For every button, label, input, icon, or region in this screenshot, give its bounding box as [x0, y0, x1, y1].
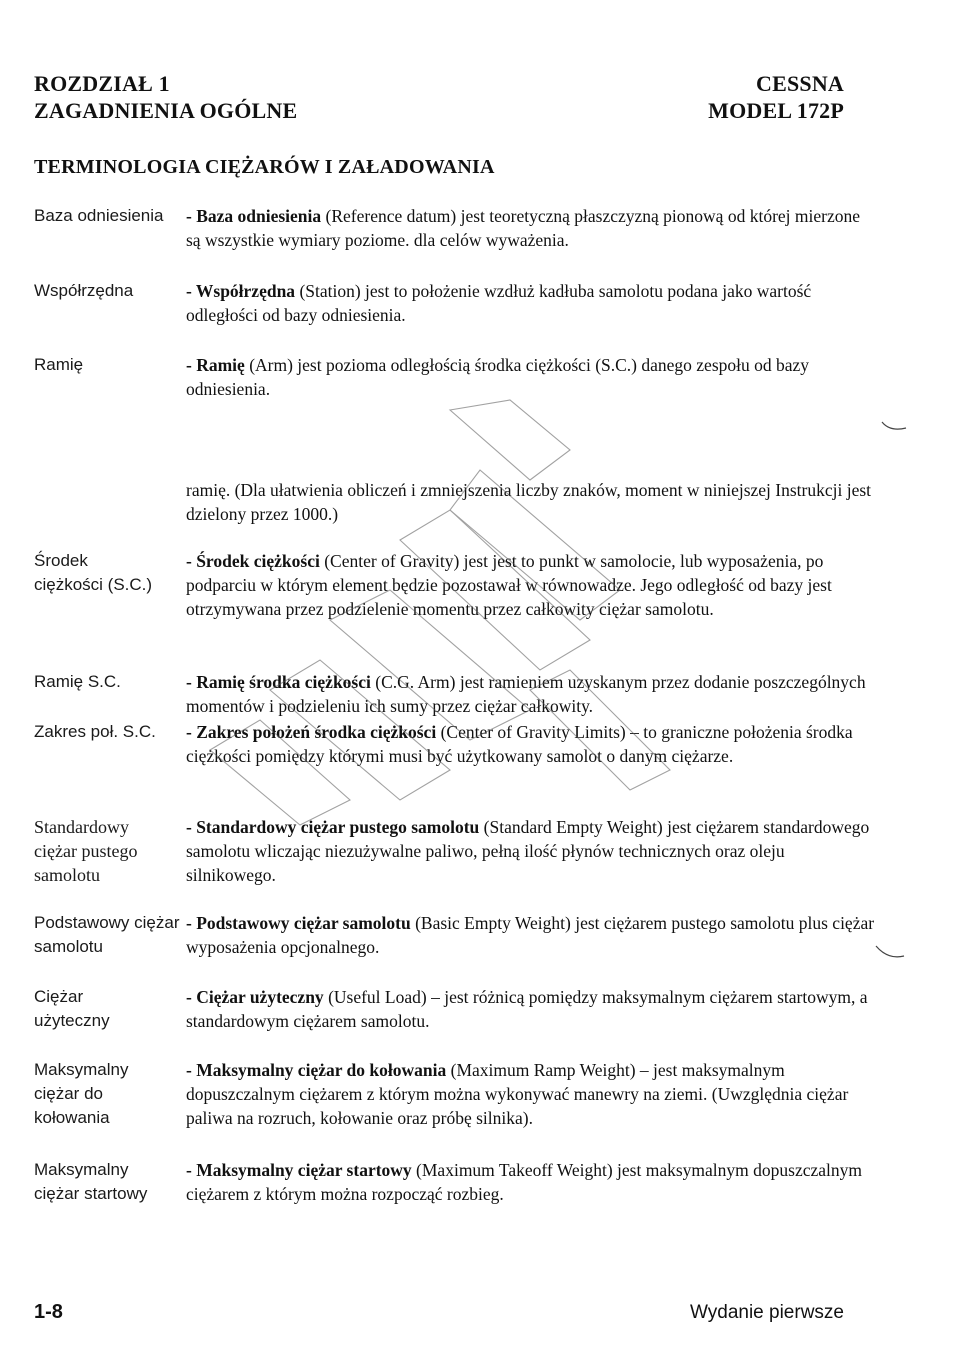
- definition-term: - Zakres położeń środka ciężkości: [186, 722, 437, 742]
- definition-term: - Podstawowy ciężar samolotu: [186, 913, 411, 933]
- term-definition: [186, 720, 876, 768]
- term-label: Ciężar użyteczny: [34, 987, 110, 1030]
- definition-text: (Center of Gravity) jest jest to punkt w samolocie, lub wyposażenia, po podparciu w którym element będzie pozostawał w równowadze. Jego odległość od bazy jest otrzymywana przez podzielenie momentu przez całkowity ciężar samolotu.: [186, 551, 832, 619]
- term-definition: [186, 911, 876, 959]
- manufacturer: CESSNA: [755, 71, 844, 96]
- definition-term: - Ramię: [186, 355, 245, 375]
- definition-text: (Station) jest to położenie wzdłuż kadłuba samolotu podana jako wartość odległości od bazy odniesienia.: [186, 281, 812, 325]
- definition-text: (Basic Empty Weight) jest ciężarem pustego samolotu plus ciężar wyposażenia opcjonalnego.: [186, 913, 875, 957]
- definition-term: - Baza odniesienia: [186, 206, 322, 226]
- term-label: Ramię: [34, 355, 84, 374]
- definition-term: - Maksymalny ciężar startowy: [186, 1160, 412, 1180]
- definition-term: - Standardowy ciężar pustego samolotu: [186, 817, 480, 837]
- term-label: Maksymalny ciężar startowy: [34, 1160, 148, 1203]
- term-label: Środek ciężkości (S.C.): [34, 551, 153, 594]
- term-definition: [186, 279, 876, 327]
- definition-term: - Ciężar użyteczny: [186, 987, 324, 1007]
- term-label: Podstawowy ciężar samolotu: [34, 913, 180, 956]
- definition-text: (C.G. Arm) jest ramieniem uzyskanym przez dodanie poszczególnych momentów i podzieleniu ich sumy przez ciężar całkowity.: [186, 672, 866, 716]
- aircraft-model: MODEL 172P: [708, 98, 844, 123]
- definition-text: ramię. (Dla ułatwienia obliczeń i zmniejszenia liczby znaków, moment w niniejszej Instrukcji jest dzielony przez 1000.): [186, 480, 872, 524]
- term-definition: [186, 1158, 876, 1206]
- term-definition: [186, 670, 876, 718]
- term-definition: [186, 815, 876, 887]
- term-definition: [186, 204, 876, 252]
- definition-term: - Maksymalny ciężar do kołowania: [186, 1060, 447, 1080]
- scan-mark-icon: [874, 940, 908, 964]
- header-right: [708, 70, 844, 124]
- term-label: Ramię S.C.: [34, 672, 121, 691]
- definition-text: (Useful Load) – jest różnicą pomiędzy maksymalnym ciężarem startowym, a standardowym ciężarem samolotu.: [186, 987, 868, 1031]
- term-definition: [186, 549, 876, 621]
- page-number: 1-8: [34, 1301, 63, 1323]
- definition-text: (Arm) jest pozioma odległością środka ciężkości (S.C.) danego zespołu od bazy odniesienia.: [186, 355, 810, 399]
- definition-term: - Ramię środka ciężkości: [186, 672, 371, 692]
- term-label: Standardowy ciężar pustego samolotu: [34, 817, 138, 885]
- edition-label: Wydanie pierwsze: [689, 1302, 844, 1323]
- term-label: Współrzędna: [34, 281, 134, 300]
- header-left: [34, 70, 297, 124]
- definition-term: - Środek ciężkości: [186, 551, 320, 571]
- scan-mark-icon: [880, 418, 910, 438]
- term-label: Zakres poł. S.C.: [34, 722, 156, 741]
- section-title: TERMINOLOGIA CIĘŻARÓW I ZAŁADOWANIA: [34, 156, 495, 178]
- chapter-title: ZAGADNIENIA OGÓLNE: [34, 98, 298, 123]
- definition-text: (Maximum Ramp Weight) – jest maksymalnym dopuszczalnym ciężarem z którym można wykonywać manewry na ziemi. (Uwzględnia ciężar paliwa na rozruch, kołowanie oraz próbę silnika).: [186, 1060, 849, 1128]
- definition-text: (Maximum Takeoff Weight) jest maksymalnym dopuszczalnym ciężarem z którym można rozpocząć rozbieg.: [186, 1160, 863, 1204]
- term-definition: [186, 478, 876, 526]
- term-definition: [186, 985, 876, 1033]
- definition-term: - Współrzędna: [186, 281, 296, 301]
- chapter-number: ROZDZIAŁ 1: [34, 71, 170, 96]
- term-definition: [186, 1058, 876, 1130]
- definition-text: (Reference datum) jest teoretyczną płaszczyzną pionową od której mierzone są wszystkie wymiary poziome. dla celów wyważenia.: [186, 206, 860, 250]
- term-definition: [186, 353, 876, 401]
- term-label: Maksymalny ciężar do kołowania: [34, 1060, 129, 1127]
- term-label: Baza odniesienia: [34, 206, 164, 225]
- definition-text: (Standard Empty Weight) jest ciężarem standardowego samolotu wliczając niezużywalne paliwo, pełną ilość płynów technicznych oraz oleju silnikowego.: [186, 817, 870, 885]
- definition-text: (Center of Gravity Limits) – to graniczne położenia środka ciężkości pomiędzy którymi musi być użytkowany samolot o danym ciężarze.: [186, 722, 853, 766]
